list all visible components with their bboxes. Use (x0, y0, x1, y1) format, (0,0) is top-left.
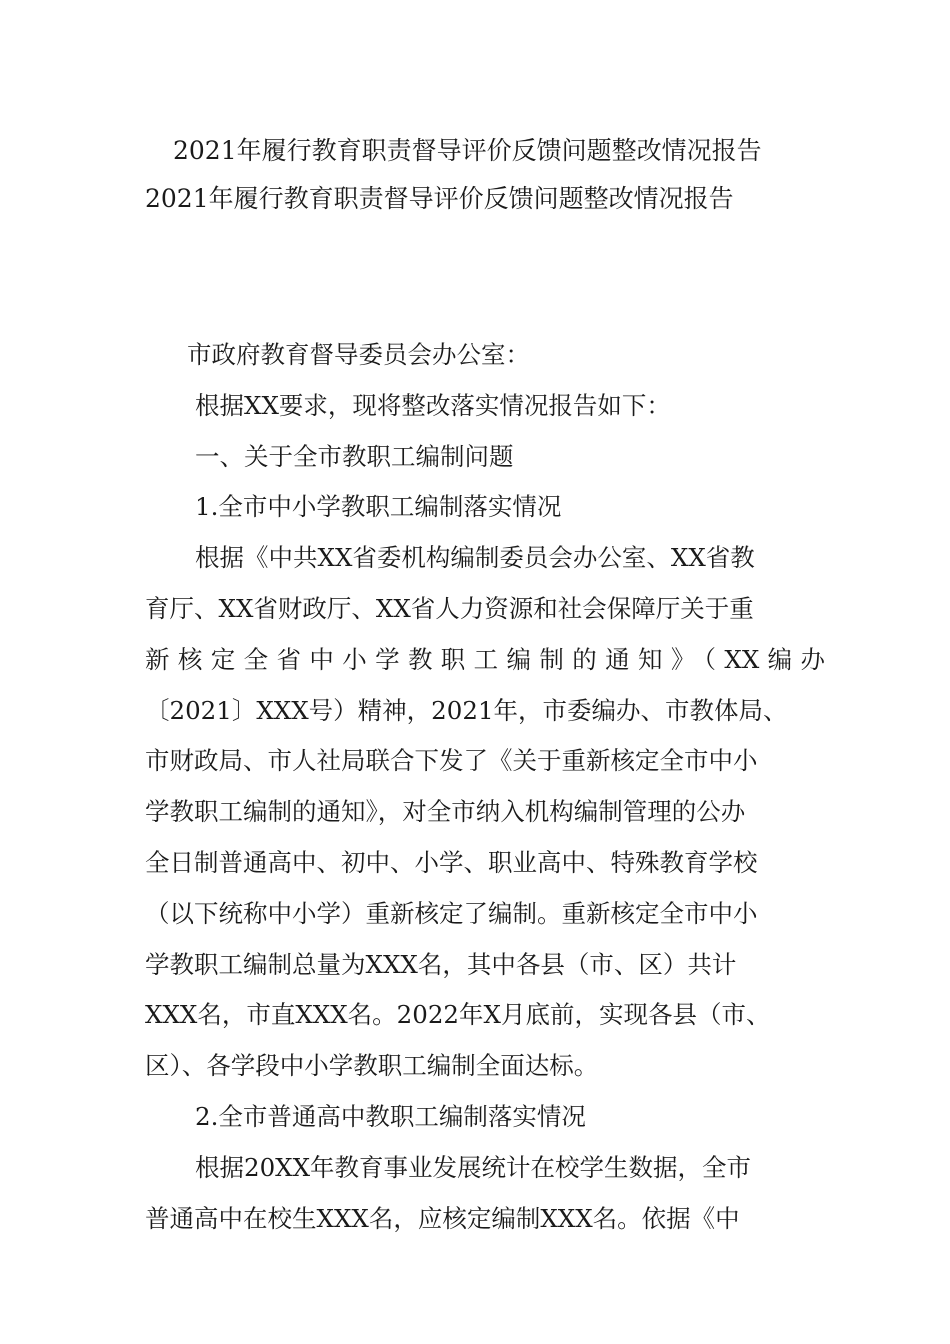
paragraph-line: 根据20XX年教育事业发展统计在校学生数据，全市 (195, 1152, 752, 1182)
paragraph-line: 区）、各学段中小学教职工编制全面达标。 (145, 1051, 599, 1081)
paragraph-line: XXX名，市直XXX名。2022年X月底前，实现各县（市、 (145, 1000, 771, 1030)
subsection-heading: 1.全市中小学教职工编制落实情况 (195, 492, 562, 522)
paragraph-line: 全日制普通高中、初中、小学、职业高中、特殊教育学校 (145, 847, 758, 877)
paragraph-line: 〔2021〕XXX号）精神，2021年，市委编办、市教体局、 (145, 695, 788, 725)
paragraph-line: 育厅、XX省财政厅、XX省人力资源和社会保障厅关于重 (145, 593, 754, 623)
paragraph-line: 普通高中在校生XXX名，应核定编制XXX名。依据《中 (145, 1203, 740, 1233)
paragraph-line: 根据《中共XX省委机构编制委员会办公室、XX省教 (195, 543, 755, 573)
section-heading: 一、关于全市教职工编制问题 (195, 441, 514, 471)
salutation: 市政府教育督导委员会办公室： (187, 340, 530, 369)
subsection-heading: 2.全市普通高中教职工编制落实情况 (195, 1101, 586, 1131)
paragraph-line: （以下统称中小学）重新核定了编制。重新核定全市中小 (145, 898, 758, 928)
paragraph-line: 根据XX要求，现将整改落实情况报告如下： (195, 390, 671, 420)
paragraph-line: 学教职工编制总量为XXX名，其中各县（市、区）共计 (145, 949, 737, 979)
document-title-repeat: 2021年履行教育职责督导评价反馈问题整改情况报告 (145, 184, 734, 213)
paragraph-line: 市财政局、市人社局联合下发了《关于重新核定全市中小 (145, 746, 758, 776)
paragraph-line: 新核定全省中小学教职工编制的通知》（XX编办 (145, 644, 825, 674)
paragraph-line: 学教职工编制的通知》，对全市纳入机构编制管理的公办 (145, 797, 746, 827)
document-body (145, 330, 825, 1244)
document-title: 2021年履行教育职责督导评价反馈问题整改情况报告 (173, 136, 762, 165)
